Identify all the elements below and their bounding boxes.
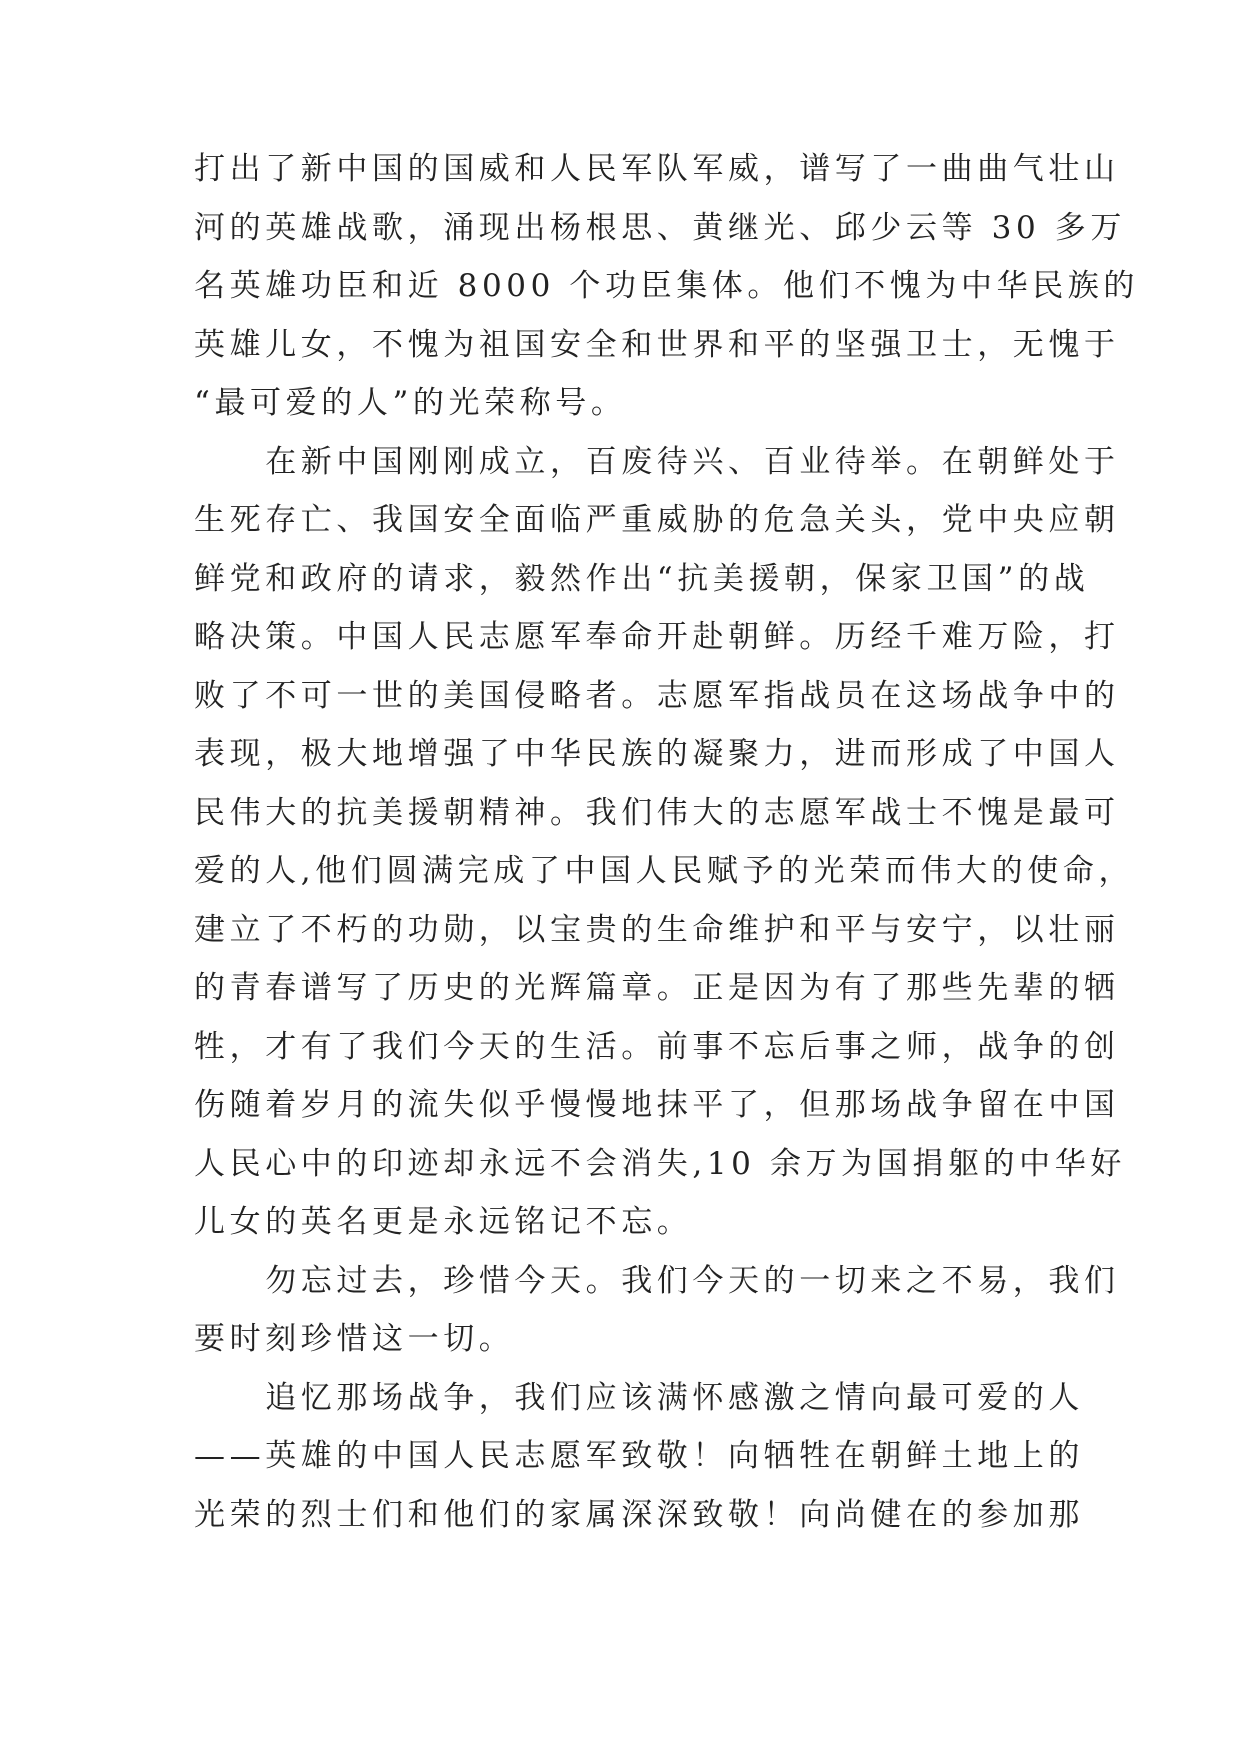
text-line: 人民心中的印迹却永远不会消失,10 余万为国捐躯的中华好 [194,1145,1126,1182]
text-line: 追忆那场战争，我们应该满怀感激之情向最可爱的人 [194,1379,1084,1416]
text-line: 英雄儿女，不愧为祖国安全和世界和平的坚强卫士，无愧于 [194,326,1120,363]
text-line: 民伟大的抗美援朝精神。我们伟大的志愿军战士不愧是最可 [194,794,1120,831]
text-line: 爱的人,他们圆满完成了中国人民赋予的光荣而伟大的使命， [194,853,1135,889]
text-line: 光荣的烈士们和他们的家属深深致敬！向尚健在的参加那 [194,1496,1084,1533]
text-line: 要时刻珍惜这一切。 [194,1321,515,1357]
text-line: 打出了新中国的国威和人民军队军威，谱写了一曲曲气壮山 [194,151,1120,187]
text-line: 略决策。中国人民志愿军奉命开赴朝鲜。历经千难万险，打 [194,619,1120,655]
text-line: 在新中国刚刚成立，百废待兴、百业待举。在朝鲜处于 [194,443,1120,480]
text-line: 生死存亡、我国安全面临严重威胁的危急关头，党中央应朝 [194,502,1120,538]
text-line: 儿女的英名更是永远铭记不忘。 [194,1204,693,1240]
text-line: 鲜党和政府的请求，毅然作出“抗美援朝，保家卫国”的战 [194,560,1090,597]
document-body [194,140,1139,1544]
text-line: 河的英雄战歌，涌现出杨根思、黄继光、邱少云等 30 多万 [194,209,1126,246]
text-line: 名英雄功臣和近 8000 个功臣集体。他们不愧为中华民族的 [194,268,1139,304]
text-line: 的青春谱写了历史的光辉篇章。正是因为有了那些先辈的牺 [194,970,1120,1006]
text-line: 勿忘过去，珍惜今天。我们今天的一切来之不易，我们 [194,1262,1120,1299]
text-line: 建立了不朽的功勋，以宝贵的生命维护和平与安宁，以壮丽 [194,911,1120,948]
text-line: 牲，才有了我们今天的生活。前事不忘后事之师，战争的创 [194,1028,1120,1065]
text-line: 表现，极大地增强了中华民族的凝聚力，进而形成了中国人 [194,736,1120,772]
text-line: “最可爱的人”的光荣称号。 [194,385,627,421]
text-line: ——英雄的中国人民志愿军致敬！向牺牲在朝鲜土地上的 [194,1438,1084,1474]
text-line: 败了不可一世的美国侵略者。志愿军指战员在这场战争中的 [194,677,1120,714]
text-line: 伤随着岁月的流失似乎慢慢地抹平了，但那场战争留在中国 [194,1087,1120,1123]
